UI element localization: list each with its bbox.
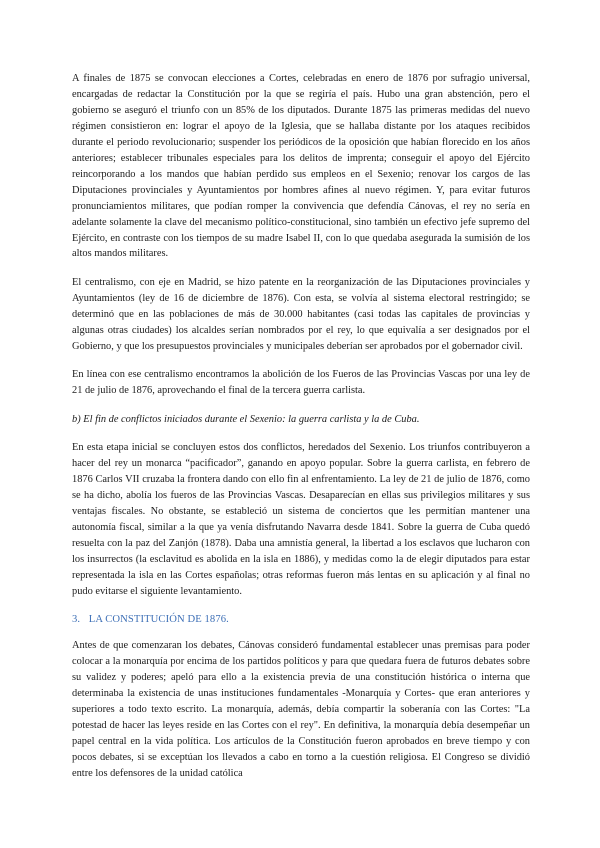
paragraph-constitution: Antes de que comenzaran los debates, Cánovas consideró fundamental establecer unas premisas para poder colocar a la monarquía por encima de los partidos políticos y para que quedara fuera de futuros debates sobre su validez y poderes; apeló para ello a la existencia previa de una constitución histórica o interna que determinaba la existencia de unas instituciones fundamentales -Monarquía y Cortes- que eran anteriores y superiores a todo texto escrito. La monarquía, además, debía compartir la soberanía con las Cortes: "La potestad de hacer las leyes reside en las Cortes con el rey". En definitiva, la monarquía debía desempeñar un papel central en la vida política. Los artículos de la Constitución fueron aprobados en breve tiempo y con pocos debates, si se exceptúan los llevados a cabo en torno a la cuestión religiosa. El Congreso se dividió entre los defensores de la unidad católica (72, 640, 530, 779)
subheading-conflicts: b) El fin de conflictos iniciados durante el Sexenio: la guerra carlista y la de Cuba. (72, 413, 420, 425)
paragraph-elections: A finales de 1875 se convocan elecciones a Cortes, celebradas en enero de 1876 por sufragio universal, encargadas de redactar la Constitución por la que se regiría el país. Hubo una gran abstención, pero el gobierno se aseguró el triunfo con un 85% de los diputados. Durante 1875 las primeras medidas del nuevo régimen consistieron en: lograr el apoyo de la Iglesia, que se hallaba distante por los ataques recibidos durante el periodo revolucionario; suspender los periódicos de la oposición que habían florecido en los años anteriores; establecer tribunales especiales para los delitos de imprenta; conseguir el apoyo del Ejército reincorporando a los mandos que habían perdido sus empleos en el Sexenio; renovar los cargos de las Diputaciones provinciales y Ayuntamientos por hombres afines al nuevo régimen. Y, para evitar futuros pronunciamientos militares, que podían romper la convivencia que defendía Cánovas, el rey no sería en adelante solamente la clave del mecanismo político-constitucional, sino también un efectivo jefe supremo del Ejército, en contraste con los tiempos de su madre Isabel II, con lo que quedaba asegurada la sumisión de los altos mandos militares. (72, 73, 530, 260)
section-number: 3. (72, 614, 81, 626)
document-body (72, 71, 530, 794)
section-heading-constitution (72, 612, 530, 628)
paragraph-conflicts: En esta etapa inicial se concluyen estos dos conflictos, heredados del Sexenio. Los triunfos contribuyeron a hacer del rey un monarca “pacificador”, ganando en apoyo popular. Sobre la guerra carlista, en febrero de 1876 Carlos VII cruzaba la frontera dando con ello fin al enfrentamiento. La ley de 21 de julio de 1876, como se ha dicho, abolía los fueros de las Provincias Vascas. Desaparecían en ellas sus privilegios militares y sus ventajas fiscales. No obstante, se estableció un sistema de conciertos que les permitían mantener una autonomía fiscal, similar a la que ya venía disfrutando Navarra desde 1841. Sobre la guerra de Cuba quedó resuelta con la paz del Zanjón (1878). Daba una amnistía general, la libertad a los esclavos que lucharon con los insurrectos (la esclavitud es abolida en la isla en 1886), y medidas como la de elegir diputados para estar representada la isla en las Cortes españolas; otras reformas fueron más lentas en su aplicación y al final no pudo evitarse el siguiente levantamiento. (72, 442, 530, 597)
paragraph-fueros: En línea con ese centralismo encontramos la abolición de los Fueros de las Provincias Vascas por una ley de 21 de julio de 1876, aprovechando el final de la tercera guerra carlista. (72, 369, 530, 397)
paragraph-centralism: El centralismo, con eje en Madrid, se hizo patente en la reorganización de las Diputaciones provinciales y Ayuntamientos (ley de 16 de diciembre de 1876). Con esta, se volvía al sistema electoral restringido; se determinó que en las poblaciones de más de 30.000 habitantes (casi todas las capitales de provincias y algunas otras ciudades) los alcaldes serían nombrados por el rey, lo que equivalía a ser designados por el Gobierno, y que los presupuestos provinciales y municipales deberían ser aprobados por el gobernador civil. (72, 276, 530, 352)
section-title: LA CONSTITUCIÓN DE 1876. (88, 614, 229, 626)
